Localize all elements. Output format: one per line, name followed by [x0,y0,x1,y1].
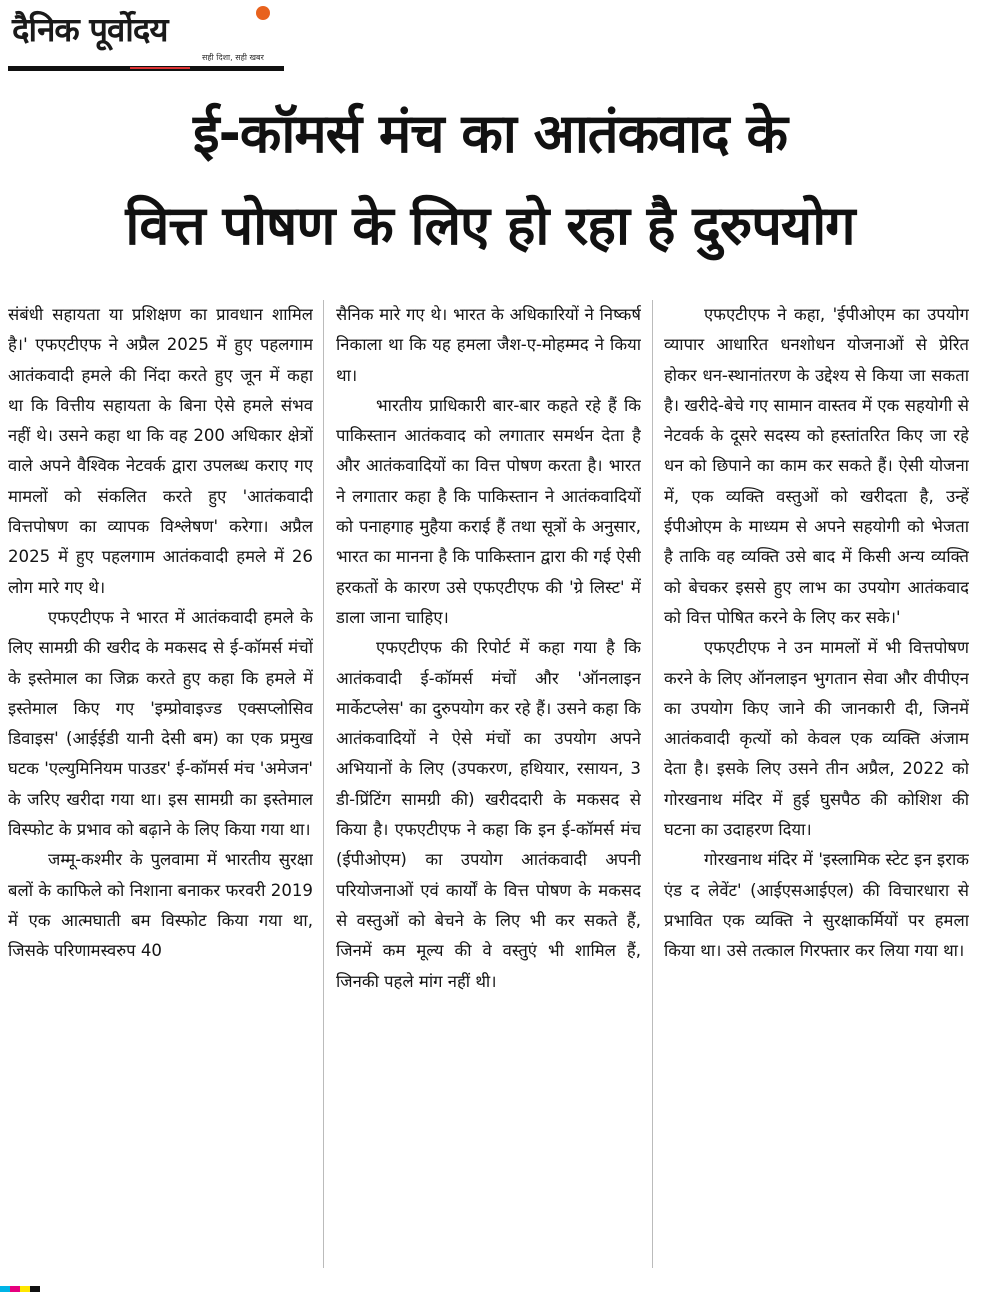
newspaper-name: दैनिक पूर्वोदय [12,10,168,49]
headline-line-2: वित्त पोषण के लिए हो रहा है दुरुपयोग [125,194,855,257]
masthead-accent-rule [130,67,190,69]
paragraph: संबंधी सहायता या प्रशिक्षण का प्रावधान शामिल है।' एफएटीएफ ने अप्रैल 2025 में हुए पहलगाम आतंकवादी हमले की निंदा करते हुए जून में कहा था कि वित्तीय सहायता के बिना ऐसे हमले संभव नहीं थे। उसने कहा था कि वह 200 अधिकार क्षेत्रों वाले अपने वैश्विक नेटवर्क द्वारा उपलब्ध कराए गए मामलों को संकलित करते हुए 'आतंकवादी वित्तपोषण का व्यापक विश्लेषण' करेगा। अप्रैल 2025 में हुए पहलगाम आतंकवादी हमले में 26 लोग मारे गए थे। [8,305,313,597]
paragraph: सैनिक मारे गए थे। भारत के अधिकारियों ने निष्कर्ष निकाला था कि यह हमला जैश-ए-मोहम्मद ने किया था। [336,305,641,385]
newspaper-tagline: सही दिशा, सही खबर [202,53,264,62]
headline-line-1: ई-कॉमर्स मंच का आतंकवाद के [192,102,787,165]
masthead [8,4,286,74]
column-divider [652,300,653,1268]
paragraph: गोरखनाथ मंदिर में 'इस्लामिक स्टेट इन इराक एंड द लेवेंट' (आईएसआईएल) की विचारधारा से प्रभावित एक व्यक्ति ने सुरक्षाकर्मियों पर हमला किया था। उसे तत्काल गिरफ्तार कर लिया गया था। [664,850,969,961]
paragraph: जम्मू-कश्मीर के पुलवामा में भारतीय सुरक्षा बलों के काफिले को निशाना बनाकर फरवरी 2019 में एक आत्मघाती बम विस्फोट किया गया था, जिसके परिणामस्वरुप 40 [8,850,313,961]
paragraph: एफएटीएफ ने भारत में आतंकवादी हमले के लिए सामग्री की खरीद के मकसद से ई-कॉमर्स मंचों के इस्तेमाल का जिक्र करते हुए कहा कि हमले में इस्तेमाल किए गए 'इम्प्रोवाइज्ड एक्सप्लोसिव डिवाइस' (आईईडी यानी देसी बम) का एक प्रमुख घटक 'एल्युमिनियम पाउडर' ई-कॉमर्स मंच 'अमेजन' के जरिए खरीदा गया था। इस सामग्री का इस्तेमाल विस्फोट के प्रभाव को बढ़ाने के लिए किया गया था। [8,607,313,840]
masthead-sun-icon [256,6,270,20]
article-column-3 [664,300,969,1268]
paragraph: एफएटीएफ की रिपोर्ट में कहा गया है कि आतंकवादी ई-कॉमर्स मंचों और 'ऑनलाइन मार्केटप्लेस' का दुरुपयोग कर रहे हैं। उसने कहा कि आतंकवादियों ने ऐसे मंचों का उपयोग अपने अभियानों के लिए (उपकरण, हथियार, रसायन, 3 डी-प्रिंटिंग सामग्री की) खरीददारी के मकसद से किया है। एफएटीएफ ने कहा कि इन ई-कॉमर्स मंच (ईपीओएम) का उपयोग आतंकवादी अपनी परियोजनाओं एवं कार्यों के वित्त पोषण के मकसद से वस्तुओं को बेचने के लिए भी कर सकते हैं, जिनमें कम मूल्य की वे वस्तुएं भी शामिल हैं, जिनकी पहले मांग नहीं थी। [336,638,641,991]
article-column-1 [8,300,313,1268]
article-column-2 [336,300,641,1268]
paragraph: भारतीय प्राधिकारी बार-बार कहते रहे हैं कि पाकिस्तान आतंकवाद को लगातार समर्थन देता है और आतंकवादियों का वित्त पोषण करता है। भारत ने लगातार कहा है कि पाकिस्तान ने आतंकवादियों को पनाहगाह मुहैया कराई हैं तथा सूत्रों के अनुसार, भारत का मानना है कि पाकिस्तान द्वारा की गई ऐसी हरकतों के कारण उसे एफएटीएफ की 'ग्रे लिस्ट' में डाला जाना चाहिए। [336,395,641,627]
column-divider [323,300,324,1268]
paragraph: एफएटीएफ ने कहा, 'ईपीओएम का उपयोग व्यापार आधारित धनशोधन योजनाओं से प्रेरित होकर धन-स्थानांतरण के उद्देश्य से किया जा सकता है। खरीदे-बेचे गए सामान वास्तव में एक सहयोगी से नेटवर्क के दूसरे सदस्य को हस्तांतरित किए जा रहे धन को छिपाने का काम कर सकते हैं। ऐसी योजना में, एक व्यक्ति वस्तुओं को खरीदता है, उन्हें ईपीओएम के माध्यम से अपने सहयोगी को भेजता है ताकि वह व्यक्ति उसे बाद में किसी अन्य व्यक्ति को बेचकर इससे हुए लाभ का उपयोग आतंकवाद को वित्त पोषित करने के लिए कर सके।' [664,305,969,627]
paragraph: एफएटीएफ ने उन मामलों में भी वित्तपोषण करने के लिए ऑनलाइन भुगतान सेवा और वीपीएन का उपयोग किए जाने की जानकारी दी, जिनमें आतंकवादी कृत्यों को केवल एक व्यक्ति अंजाम देता है। इसके लिए उसने तीन अप्रैल, 2022 को गोरखनाथ मंदिर में हुई घुसपैठ की कोशिश की घटना का उदाहरण दिया। [664,638,969,840]
headline [20,88,960,272]
print-registration-marks [0,1277,60,1283]
